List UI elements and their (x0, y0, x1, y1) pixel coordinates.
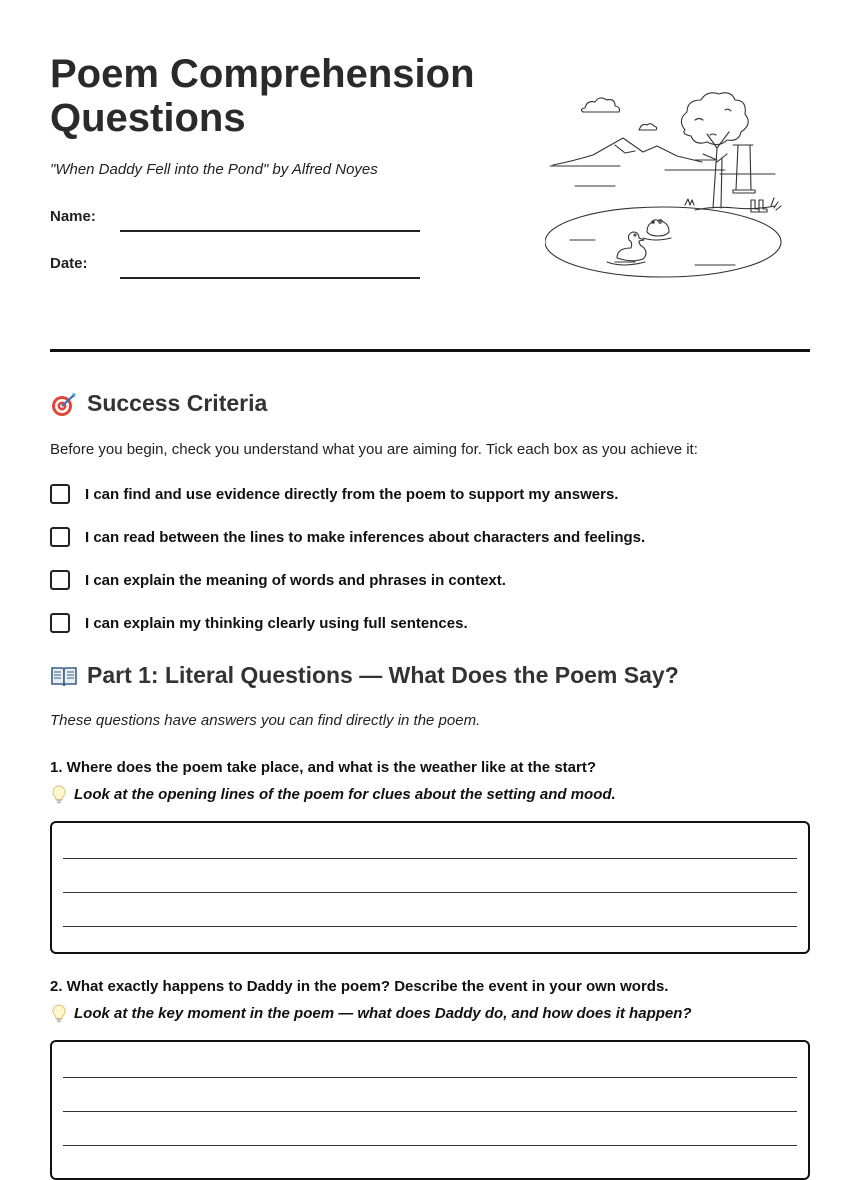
criteria-text: I can explain the meaning of words and phrases in context. (85, 571, 506, 589)
criteria-item[interactable] (50, 611, 468, 635)
lightbulb-icon (50, 1003, 68, 1023)
title-line-2: Questions (50, 96, 246, 140)
answer-box-1[interactable] (50, 821, 810, 954)
question-2-hint-text: Look at the key moment in the poem — what does Daddy do, and how does it happen? (74, 1004, 692, 1022)
criteria-checkbox[interactable] (50, 613, 70, 633)
date-line[interactable] (120, 277, 420, 279)
book-icon (50, 663, 78, 689)
criteria-text: I can find and use evidence directly from the poem to support my answers. (85, 485, 619, 503)
criteria-checkbox[interactable] (50, 484, 70, 504)
question-1: 1. Where does the poem take place, and what is the weather like at the start? (50, 759, 596, 776)
lightbulb-icon (50, 784, 68, 804)
poem-subtitle: "When Daddy Fell into the Pond" by Alfred Noyes (50, 161, 378, 178)
part1-heading (50, 662, 679, 689)
answer-line (63, 1077, 797, 1078)
pond-scene-illustration (545, 90, 795, 285)
target-icon (50, 391, 78, 417)
success-criteria-intro: Before you begin, check you understand what you are aiming for. Tick each box as you achieve it: (50, 441, 698, 458)
part1-intro: These questions have answers you can find directly in the poem. (50, 712, 481, 729)
question-1-hint (50, 784, 616, 804)
answer-line (63, 892, 797, 893)
answer-line (63, 858, 797, 859)
question-2-hint (50, 1003, 692, 1023)
name-field[interactable] (50, 208, 420, 232)
criteria-item[interactable] (50, 568, 506, 592)
answer-line (63, 1145, 797, 1146)
page-title (50, 52, 530, 140)
name-label: Name: (50, 208, 96, 225)
criteria-checkbox[interactable] (50, 527, 70, 547)
criteria-checkbox[interactable] (50, 570, 70, 590)
answer-line (63, 926, 797, 927)
success-criteria-heading (50, 390, 267, 417)
question-1-hint-text: Look at the opening lines of the poem for clues about the setting and mood. (74, 785, 616, 803)
part1-title: Part 1: Literal Questions — What Does the Poem Say? (87, 662, 679, 688)
answer-box-2[interactable] (50, 1040, 810, 1180)
criteria-text: I can explain my thinking clearly using full sentences. (85, 614, 468, 632)
date-field[interactable] (50, 255, 420, 279)
question-2: 2. What exactly happens to Daddy in the poem? Describe the event in your own words. (50, 978, 669, 995)
success-criteria-title: Success Criteria (87, 390, 268, 416)
criteria-item[interactable] (50, 525, 645, 549)
name-line[interactable] (120, 230, 420, 232)
criteria-item[interactable] (50, 482, 618, 506)
title-line-1: Poem Comprehension (50, 52, 475, 96)
answer-line (63, 1111, 797, 1112)
header-divider (50, 349, 810, 352)
date-label: Date: (50, 255, 88, 272)
criteria-text: I can read between the lines to make inferences about characters and feelings. (85, 528, 646, 546)
